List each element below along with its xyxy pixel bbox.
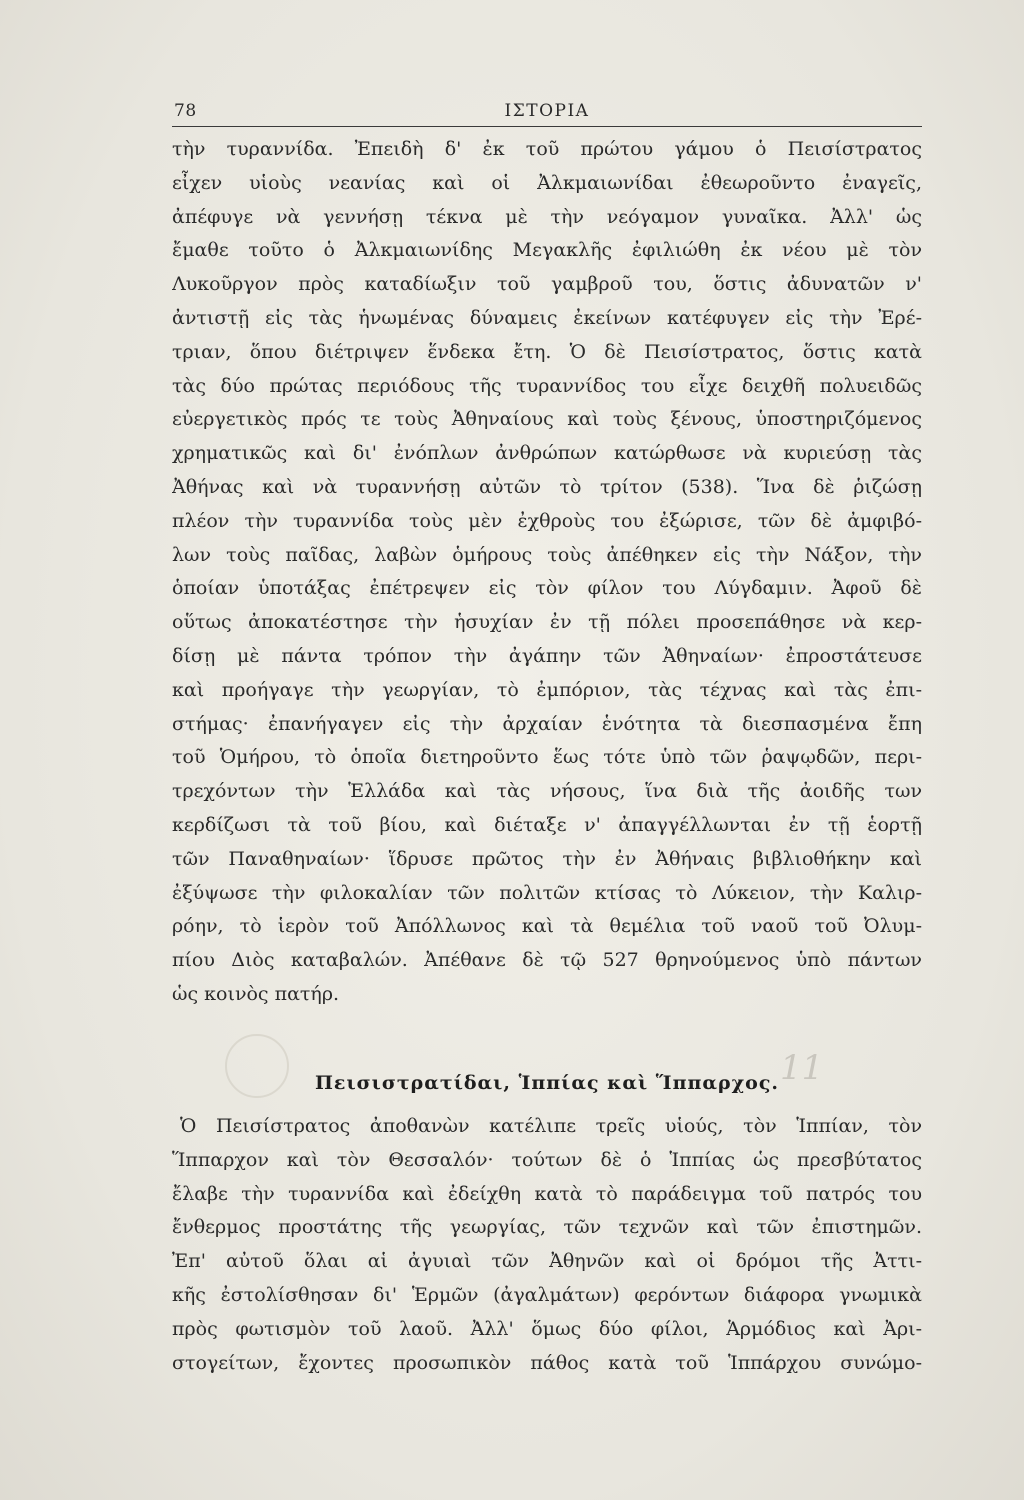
text-line: ἀντιστῇ εἰς τὰς ἡνωμένας δύναμεις ἐκείνων κατέφυγεν εἰς τὴν Ἐρέ-	[172, 306, 922, 329]
section-heading: Πεισιστρατίδαι, Ἱππίας καὶ Ἵππαρχος.	[314, 1072, 780, 1094]
text-line: ἔλαβε τὴν τυραννίδα καὶ ἐδείχθη κατὰ τὸ παράδειγμα τοῦ πατρός του	[172, 1182, 922, 1205]
text-line: Ὁ Πεισίστρατος ἀποθανὼν κατέλιπε τρεῖς υἱούς, τὸν Ἱππίαν, τὸν	[180, 1115, 922, 1137]
paragraph-1	[172, 133, 922, 1012]
page-number: 78	[174, 101, 197, 121]
text-line: ρόην, τὸ ἱερὸν τοῦ Ἀπόλλωνος καὶ τὰ θεμέλια τοῦ ναοῦ τοῦ Ὀλυμ-	[172, 915, 922, 938]
text-line: τῶν Παναθηναίων· ἵδρυσε πρῶτος τὴν ἐν Ἀθήναις βιβλιοθήκην καὶ	[172, 847, 922, 870]
text-line: ἔμαθε τοῦτο ὁ Ἀλκμαιωνίδης Μεγακλῆς ἐφιλιώθη ἐκ νέου μὲ τὸν	[172, 239, 922, 262]
text-line: χρηματικῶς καὶ δι' ἐνόπλων ἀνθρώπων κατώρθωσε νὰ κυριεύσῃ τὰς	[172, 442, 922, 465]
text-line: δίσῃ μὲ πάντα τρόπον τὴν ἀγάπην τῶν Ἀθηναίων· ἐπροστάτευσε	[172, 644, 922, 667]
text-line: τριαν, ὅπου διέτριψεν ἕνδεκα ἔτη. Ὁ δὲ Πεισίστρατος, ὅστις κατὰ	[172, 340, 922, 363]
text-line: ὡς κοινὸς πατήρ.	[172, 982, 340, 1005]
text-line: εἶχεν υἱοὺς νεανίας καὶ οἱ Ἀλκμαιωνίδαι ἐθεωροῦντο ἐναγεῖς,	[172, 171, 922, 194]
text-line: τοῦ Ὁμήρου, τὸ ὁποῖα διετηροῦντο ἕως τότε ὑπὸ τῶν ῥαψῳδῶν, περι-	[172, 746, 922, 769]
text-line: Ἵππαρχον καὶ τὸν Θεσσαλόν· τούτων δὲ ὁ Ἱππίας ὡς πρεσβύτατος	[172, 1148, 922, 1171]
text-line: στήμας· ἐπανήγαγεν εἰς τὴν ἀρχαίαν ἑνότητα τὰ διεσπασμένα ἔπη	[172, 712, 922, 735]
text-line: Ἐπ' αὐτοῦ ὅλαι αἱ ἀγυιαὶ τῶν Ἀθηνῶν καὶ οἱ δρόμοι τῆς Ἀττι-	[172, 1250, 922, 1273]
text-line: κερδίζωσι τὰ τοῦ βίου, καὶ διέταξε ν' ἀπαγγέλλωνται ἐν τῇ ἑορτῇ	[172, 813, 922, 836]
text-line: Ἀθήνας καὶ νὰ τυραννήσῃ αὐτῶν τὸ τρίτον (538). Ἵνα δὲ ῥιζώσῃ	[172, 475, 922, 498]
text-line: οὕτως ἀποκατέστησε τὴν ἡσυχίαν ἐν τῇ πόλει προσεπάθησε νὰ κερ-	[172, 611, 922, 634]
text-line: κῆς ἐστολίσθησαν δι' Ἑρμῶν (ἀγαλμάτων) φερόντων διάφορα γνωμικὰ	[172, 1283, 922, 1306]
text-line: ἀπέφυγε νὰ γεννήσῃ τέκνα μὲ τὴν νεόγαμον γυναῖκα. Ἀλλ' ὡς	[172, 205, 922, 228]
text-line: ἔνθερμος προστάτης τῆς γεωργίας, τῶν τεχνῶν καὶ τῶν ἐπιστημῶν.	[172, 1216, 922, 1239]
text-line: εὐεργετικὸς πρός τε τοὺς Ἀθηναίους καὶ τοὺς ξένους, ὑποστηριζόμενος	[172, 408, 922, 431]
text-line: λων τοὺς παῖδας, λαβὼν ὁμήρους τοὺς ἀπέθηκεν εἰς τὴν Νάξον, τὴν	[172, 543, 922, 566]
text-line: ἐξύψωσε τὴν φιλοκαλίαν τῶν πολιτῶν κτίσας τὸ Λύκειον, τὴν Καλιρ-	[172, 881, 922, 904]
text-line: τὴν τυραννίδα. Ἐπειδὴ δ' ἐκ τοῦ πρώτου γάμου ὁ Πεισίστρατος	[172, 138, 922, 160]
text-line: πίου Διὸς καταβαλών. Ἀπέθανε δὲ τῷ 527 θρηνούμενος ὑπὸ πάντων	[172, 949, 922, 972]
text-line: πλέον τὴν τυραννίδα τοὺς μὲν ἐχθροὺς του ἐξώρισε, τῶν δὲ ἀμφιβό-	[172, 509, 922, 532]
running-title: ΙΣΤΟΡΙΑ	[504, 101, 590, 121]
text-line: στογείτων, ἔχοντες προσωπικὸν πάθος κατὰ τοῦ Ἱππάρχου συνώμο-	[172, 1351, 922, 1374]
text-line: καὶ προήγαγε τὴν γεωργίαν, τὸ ἐμπόριον, τὰς τέχνας καὶ τὰς ἐπι-	[172, 678, 922, 701]
text-line: τρεχόντων τὴν Ἑλλάδα καὶ τὰς νήσους, ἵνα διὰ τῆς ἀοιδῆς των	[172, 780, 922, 803]
text-line: ὁποίαν ὑποτάξας ἐπέτρεψεν εἰς τὸν φίλον του Λύγδαμιν. Ἀφοῦ δὲ	[172, 577, 922, 600]
text-line: τὰς δύο πρώτας περιόδους τῆς τυραννίδος του εἶχε δειχθῆ πολυειδῶς	[172, 374, 922, 397]
text-line: Λυκοῦργον πρὸς καταδίωξιν τοῦ γαμβροῦ του, ὅστις ἀδυνατῶν ν'	[172, 273, 922, 296]
running-head	[172, 98, 922, 127]
paragraph-2	[172, 1110, 922, 1380]
margin-annotation: 11	[780, 1048, 824, 1088]
text-line: πρὸς φωτισμὸν τοῦ λαοῦ. Ἀλλ' ὅμως δύο φίλοι, Ἁρμόδιος καὶ Ἀρι-	[172, 1317, 922, 1340]
